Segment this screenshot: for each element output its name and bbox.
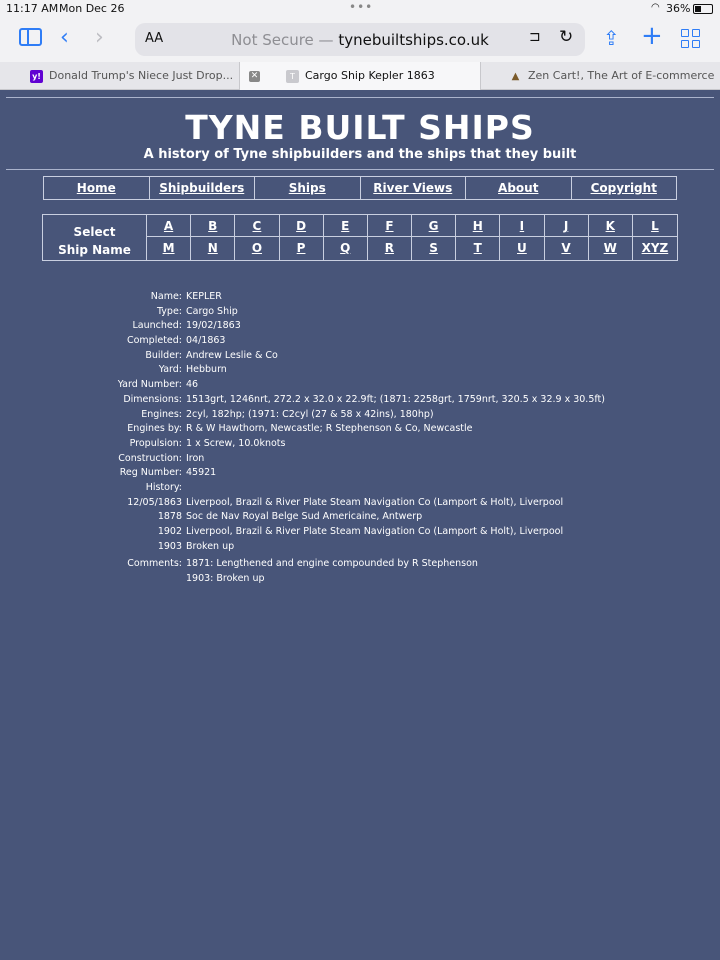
detail-row (0, 363, 720, 378)
close-tab-icon[interactable]: ✕ (250, 70, 259, 81)
detail-value: 2cyl, 182hp; (1971: C2cyl (27 & 58 x 42ins), 180hp) (186, 408, 434, 420)
letter-link-r[interactable]: R (368, 237, 412, 260)
letter-link-l[interactable]: L (633, 215, 677, 237)
detail-value: KEPLER (186, 291, 222, 302)
history-date: 1878 (157, 511, 182, 523)
detail-value: 1513grt, 1246nrt, 272.2 x 32.0 x 22.9ft; (1871: 2258grt, 1759nrt, 320.5 x 32.9 x 30.5ft) (186, 393, 605, 405)
forward-icon[interactable]: › (95, 25, 104, 50)
letter-link-g[interactable]: G (412, 215, 456, 237)
detail-value: 1 x Screw, 10.0knots (186, 437, 286, 449)
address-bar[interactable] (135, 23, 585, 56)
letter-link-o[interactable]: O (235, 237, 279, 260)
letter-link-b[interactable]: B (191, 215, 235, 237)
ship-favicon-icon: ▲ (511, 70, 520, 82)
detail-row (0, 422, 720, 437)
history-owner: Liverpool, Brazil & River Plate Steam Navigation Co (Lamport & Holt), Liverpool (186, 526, 564, 537)
history-row (0, 510, 720, 525)
history-list (0, 496, 720, 555)
detail-key: Reg Number: (119, 467, 182, 479)
nav-river-views-link[interactable]: River Views (361, 177, 467, 199)
history-owner: Broken up (186, 540, 235, 552)
history-label: History: (145, 481, 182, 493)
status-bar (0, 0, 720, 18)
detail-key: Type: (156, 305, 182, 317)
site-favicon-icon: T (286, 70, 299, 83)
letter-link-i[interactable]: I (500, 215, 544, 237)
sidebar-icon[interactable] (19, 28, 42, 46)
select-label: Select (73, 225, 116, 239)
comment-row (0, 572, 720, 587)
detail-key: Propulsion: (129, 437, 182, 449)
detail-row (0, 466, 720, 481)
detail-key: Builder: (145, 349, 182, 361)
letter-link-d[interactable]: D (280, 215, 324, 237)
ship-name-label: Ship Name (58, 243, 131, 257)
history-row (0, 525, 720, 540)
site-subtitle: A history of Tyne shipbuilders and the ships that they built (143, 147, 577, 162)
tab-label: Donald Trump's Niece Just Drop... (49, 69, 234, 82)
web-page (0, 90, 720, 960)
detail-value: Cargo Ship (186, 305, 238, 317)
battery-icon (693, 4, 713, 14)
letter-link-c[interactable]: C (235, 215, 279, 237)
share-icon[interactable]: ⇪ (603, 26, 620, 50)
detail-key: Dimensions: (123, 393, 182, 405)
history-date: 12/05/1863 (127, 496, 182, 508)
history-owner: Liverpool, Brazil & River Plate Steam Navigation Co (Lamport & Holt), Liverpool (186, 496, 564, 508)
multitasking-dots-icon[interactable]: ••• (349, 0, 374, 14)
detail-row (0, 452, 720, 467)
tab-label: Cargo Ship Kepler 1863 (305, 69, 435, 82)
top-divider (6, 97, 714, 98)
comment-text: 1871: Lengthened and engine compounded by R Stephenson (186, 558, 478, 570)
main-nav (43, 176, 677, 200)
tab-overview-icon[interactable] (681, 29, 700, 48)
ship-fields (0, 290, 720, 481)
nav-copyright-link[interactable]: Copyright (590, 181, 657, 195)
detail-row (0, 334, 720, 349)
detail-row (0, 290, 720, 305)
reload-icon[interactable]: ↻ (559, 27, 574, 47)
history-date: 1902 (157, 526, 182, 537)
detail-row (0, 378, 720, 393)
site-title: TYNE BUILT SHIPS (185, 108, 535, 147)
letter-link-s[interactable]: S (412, 237, 456, 260)
history-row (0, 496, 720, 511)
extension-icon[interactable]: ⊐ (529, 29, 541, 45)
detail-key: Engines by: (127, 423, 182, 435)
nav-shipbuilders-link[interactable]: Shipbuilders (150, 177, 256, 199)
letter-link-u[interactable]: U (500, 237, 544, 260)
status-date: Mon Dec 26 (59, 2, 125, 15)
comment-row (0, 557, 720, 572)
letter-link-q[interactable]: Q (324, 237, 368, 260)
url-text (135, 31, 585, 49)
yahoo-favicon-icon: y! (30, 70, 43, 83)
letter-link-n[interactable]: N (191, 237, 235, 260)
detail-key: Name: (150, 291, 182, 302)
history-row (0, 540, 720, 555)
comment-text: 1903: Broken up (186, 573, 265, 585)
tab-strip (0, 62, 720, 90)
detail-value: Hebburn (186, 364, 227, 376)
history-owner: Soc de Nav Royal Belge Sud Americaine, Antwerp (186, 511, 423, 523)
ship-details (0, 290, 720, 587)
detail-key: Construction: (118, 452, 182, 464)
not-secure-label: Not Secure — (231, 31, 334, 49)
tab-cargo-ship-kepler[interactable] (240, 62, 480, 90)
detail-key: Yard: (158, 364, 182, 376)
back-icon[interactable]: ‹ (60, 25, 69, 50)
tab-label: Zen Cart!, The Art of E-commerce (528, 69, 715, 82)
ship-name-index (42, 214, 678, 261)
history-heading (0, 481, 720, 496)
detail-value: Iron (186, 452, 205, 464)
detail-value: R & W Hawthorn, Newcastle; R Stephenson & Co, Newcastle (186, 423, 473, 435)
detail-value: 04/1863 (186, 335, 226, 347)
detail-key: Yard Number: (117, 379, 182, 391)
wifi-icon: ◠ (651, 2, 660, 13)
letter-link-k[interactable]: K (589, 215, 633, 237)
status-time: 11:17 AM (6, 2, 59, 15)
reader-options-button[interactable]: AA (145, 31, 164, 46)
detail-value: 45921 (186, 467, 217, 479)
detail-row (0, 349, 720, 364)
url-host: tynebuiltships.co.uk (338, 31, 489, 49)
comments-label: Comments: (127, 558, 182, 570)
detail-value: 19/02/1863 (186, 320, 241, 332)
tab-trump-niece[interactable] (0, 62, 240, 90)
new-tab-icon[interactable]: + (641, 21, 663, 51)
detail-row (0, 408, 720, 423)
detail-row (0, 393, 720, 408)
letter-link-e[interactable]: E (324, 215, 368, 237)
letter-grid (147, 215, 677, 260)
tab-zen-cart[interactable] (480, 62, 720, 90)
letter-link-w[interactable]: W (589, 237, 633, 260)
select-ship-name-label (43, 215, 147, 260)
nav-ships-link[interactable]: Ships (255, 177, 361, 199)
battery-percent: 36% (666, 2, 691, 15)
detail-key: Engines: (141, 408, 182, 420)
letter-link-t[interactable]: T (456, 237, 500, 260)
detail-row (0, 437, 720, 452)
letter-link-h[interactable]: H (456, 215, 500, 237)
letter-link-f[interactable]: F (368, 215, 412, 237)
detail-value: 46 (186, 379, 199, 391)
detail-key: Launched: (132, 320, 182, 332)
detail-value: Andrew Leslie & Co (186, 349, 278, 361)
letter-link-m[interactable]: M (147, 237, 191, 260)
header-divider (6, 169, 714, 170)
detail-key: Completed: (126, 335, 182, 347)
letter-link-v[interactable]: V (545, 237, 589, 260)
history-date: 1903 (157, 540, 182, 552)
detail-row (0, 305, 720, 320)
detail-row (0, 319, 720, 334)
letter-link-p[interactable]: P (280, 237, 324, 260)
letter-link-j[interactable]: J (545, 215, 589, 237)
letter-link-xyz[interactable]: XYZ (641, 241, 669, 255)
nav-home-link[interactable]: Home (44, 177, 150, 199)
letter-link-a[interactable]: A (147, 215, 191, 237)
nav-about-link[interactable]: About (466, 177, 572, 199)
browser-toolbar (0, 18, 720, 62)
comments-list (0, 557, 720, 586)
